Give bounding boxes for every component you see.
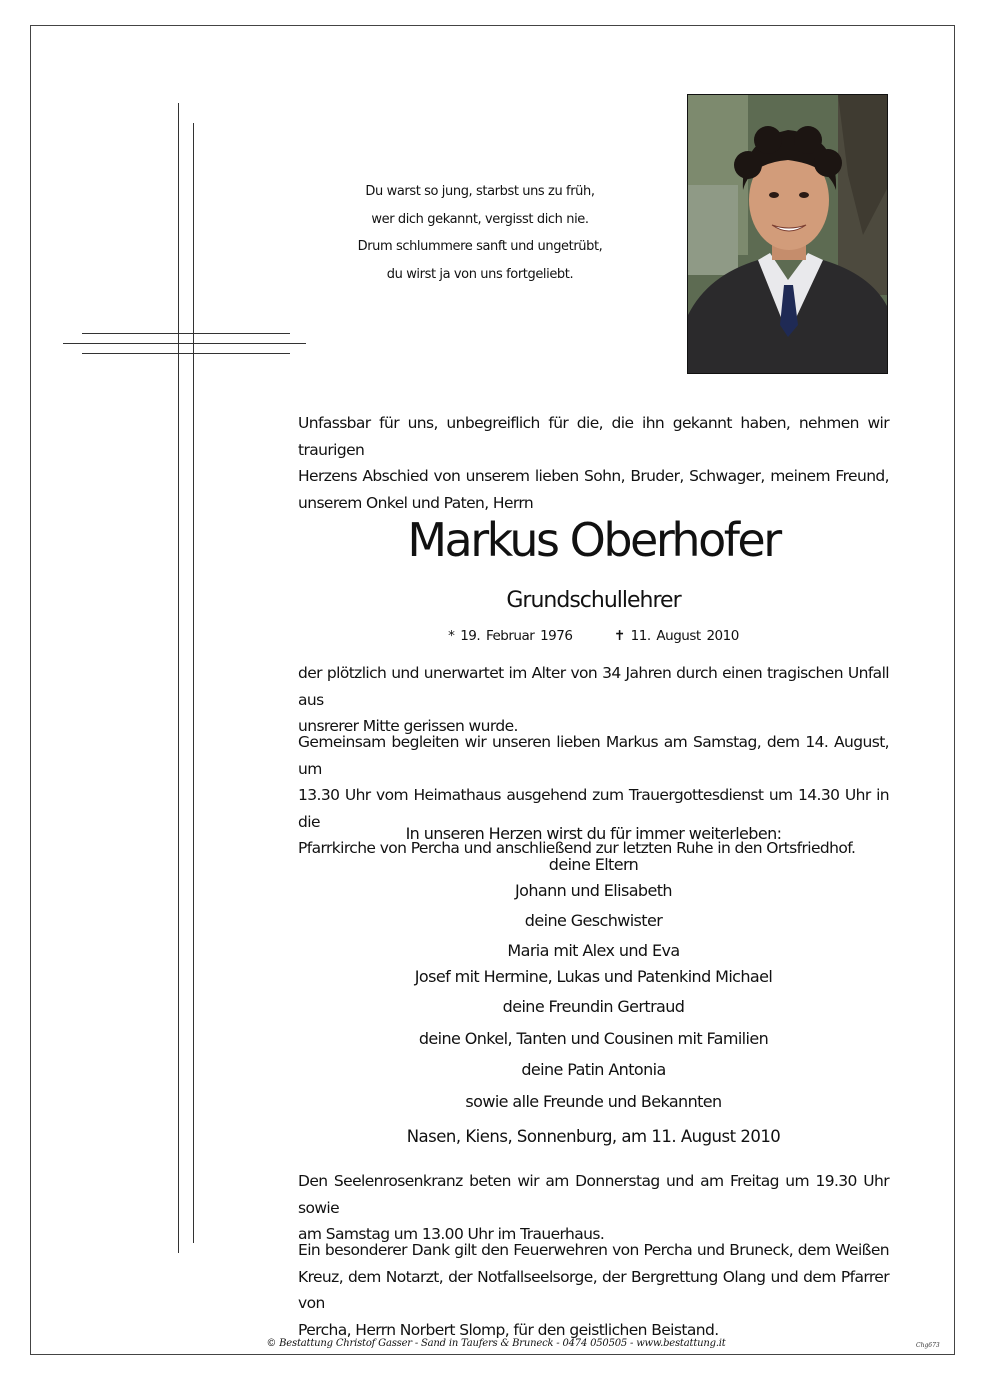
- mourner-line: deine Patin Antonia: [521, 1060, 666, 1079]
- poem-line: wer dich gekannt, vergisst dich nie.: [371, 211, 589, 227]
- place-date: Nasen, Kiens, Sonnenburg, am 11. August 2010: [406, 1127, 781, 1146]
- poem-line: Du warst so jung, starbst uns zu früh,: [365, 184, 595, 199]
- life-dates: [298, 624, 889, 648]
- poem-line: Drum schlummere sanft und ungetrübt,: [357, 239, 603, 254]
- death-paragraph: [298, 660, 889, 740]
- mourner-line: deine Eltern: [548, 855, 639, 874]
- portrait-photo: [687, 94, 888, 374]
- death-line: unsrerer Mitte gerissen wurde.: [298, 717, 518, 735]
- rosary-line: am Samstag um 13.00 Uhr im Trauerhaus.: [298, 1225, 605, 1243]
- intro-line: Unfassbar für uns, unbegreiflich für die, die ihn gekannt haben, nehmen wir traurigen: [298, 414, 889, 459]
- mourner-line: Maria mit Alex und Eva: [507, 941, 680, 960]
- funeral-line: 13.30 Uhr vom Heimathaus ausgehend zum Trauergottesdienst um 14.30 Uhr in die: [298, 786, 889, 831]
- funeral-line: Gemeinsam begleiten wir unseren lieben Markus am Samstag, dem 14. August, um: [298, 733, 889, 778]
- intro-line: unserem Onkel und Paten, Herrn: [298, 493, 534, 512]
- death-line: der plötzlich und unerwartet im Alter von 34 Jahren durch einen tragischen Unfall aus: [298, 664, 889, 709]
- thanks-line: Ein besonderer Dank gilt den Feuerwehren von Percha und Bruneck, dem Weißen: [298, 1241, 889, 1259]
- thanks-paragraph: [298, 1237, 889, 1343]
- mourners-intro: In unseren Herzen wirst du für immer weiterleben:: [405, 824, 782, 843]
- profession: Grundschullehrer: [506, 588, 681, 613]
- intro-paragraph: [298, 410, 889, 516]
- mourners-list: [298, 818, 889, 1118]
- thanks-line: Percha, Herrn Norbert Slomp, für den geistlichen Beistand.: [298, 1320, 719, 1339]
- mourner-line: Josef mit Hermine, Lukas und Patenkind Michael: [414, 967, 773, 986]
- birth-date: * 19. Februar 1976: [448, 628, 573, 644]
- thanks-line: Kreuz, dem Notarzt, der Notfallseelsorge, der Bergrettung Olang und dem Pfarrer von: [298, 1267, 889, 1312]
- poem: [330, 178, 630, 288]
- document-code: Chg673: [916, 1342, 940, 1349]
- intro-line: Herzens Abschied von unserem lieben Sohn, Bruder, Schwager, meinem Freund,: [298, 467, 889, 485]
- poem-line: du wirst ja von uns fortgeliebt.: [386, 266, 574, 282]
- mourner-line: Johann und Elisabeth: [515, 881, 672, 900]
- rosary-paragraph: [298, 1168, 889, 1248]
- footer-imprint: © Bestattung Christof Gasser - Sand in Taufers & Bruneck - 0474 050505 - www.bestattung.it: [266, 1338, 726, 1349]
- mourner-line: sowie alle Freunde und Bekannten: [465, 1092, 722, 1111]
- deceased-name: Markus Oberhofer: [407, 513, 780, 567]
- rosary-line: Den Seelenrosenkranz beten wir am Donnerstag und am Freitag um 19.30 Uhr sowie: [298, 1172, 889, 1217]
- mourner-line: deine Onkel, Tanten und Cousinen mit Familien: [418, 1029, 769, 1048]
- mourner-line: deine Geschwister: [524, 911, 663, 930]
- death-date: 11. August 2010: [630, 628, 739, 644]
- mourner-line: deine Freundin Gertraud: [502, 997, 685, 1016]
- funeral-line: Pfarrkirche von Percha und anschließend zur letzten Ruhe in den Ortsfriedhof.: [298, 839, 856, 857]
- death-cross-icon: ✝: [614, 628, 625, 644]
